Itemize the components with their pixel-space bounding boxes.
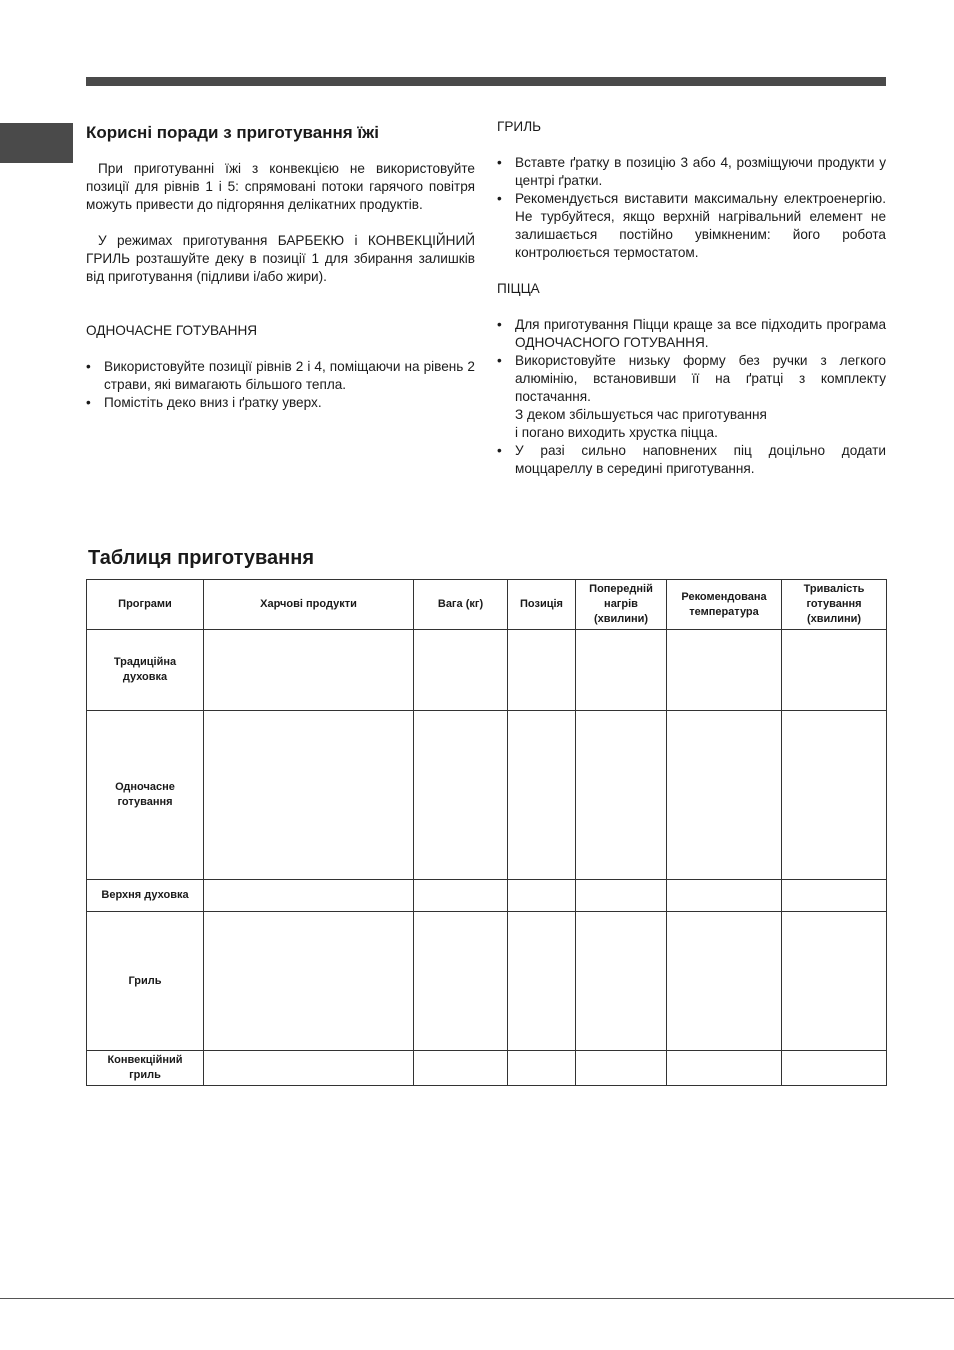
header-cell: Тривалість готування (хвилини) <box>782 580 887 630</box>
list-item: • Помістіть деко вниз і ґратку уверх. <box>86 394 475 412</box>
program-cell: Верхня духовка <box>87 880 204 912</box>
list-item: • У разі сильно наповнених піц доцільно додати моццареллу в середині приготування. <box>497 442 886 478</box>
header-cell: Харчові продукти <box>204 580 414 630</box>
program-cell: Одночасне готування <box>87 711 204 880</box>
table-row <box>87 880 887 912</box>
bullet-list <box>497 316 886 478</box>
list-item: • Вставте ґратку в позицію 3 або 4, розміщуючи продукти у центрі ґратки. <box>497 154 886 190</box>
side-tab <box>0 123 73 163</box>
list-item: • Рекомендується виставити максимальну електроенергію. Не турбуйтеся, якщо верхній нагрівальний елемент не залишається постійно увімкненим: його робота контролюється термостатом. <box>497 190 886 262</box>
header-cell: Попередній нагрів (хвилини) <box>576 580 667 630</box>
list-item-continuation: і погано виходить хрустка піцца. <box>515 425 718 440</box>
table-row <box>87 711 887 880</box>
right-column <box>497 118 886 478</box>
program-cell: Традиційна духовка <box>87 630 204 711</box>
header-cell: Рекомендована температура <box>667 580 782 630</box>
paragraph: У режимах приготування БАРБЕКЮ і КОНВЕКЦІЙНИЙ ГРИЛЬ розташуйте деку в позиції 1 для збирання залишків від приготування (підливи і/або жири). <box>86 233 475 284</box>
subheading-grill: ГРИЛЬ <box>497 119 542 134</box>
header-cell: Програми <box>87 580 204 630</box>
program-cell: Конвекційний гриль <box>87 1051 204 1086</box>
subheading-pizza: ПІЦЦА <box>497 281 540 296</box>
subheading-simultaneous: ОДНОЧАСНЕ ГОТУВАННЯ <box>86 323 258 338</box>
list-item-text: Використовуйте низьку форму без ручки з легкого алюмінію, встановивши її на ґратці з комплекту постачання. <box>515 353 886 404</box>
program-cell: Гриль <box>87 912 204 1051</box>
list-item: • Використовуйте позиції рівнів 2 і 4, поміщаючи на рівень 2 страви, які вимагають більшого тепла. <box>86 358 475 394</box>
paragraph: При приготуванні їжі з конвекцією не використовуйте позиції для рівнів 1 і 5: спрямовані потоки гарячого повітря можуть привести до підгоряння делікатних продуктів. <box>86 161 475 212</box>
header-cell: Позиція <box>508 580 576 630</box>
list-item-continuation: З деком збільшується час приготування <box>515 407 767 422</box>
bullet-list <box>86 358 475 412</box>
header-cell: Вага (кг) <box>414 580 508 630</box>
table-row <box>87 912 887 1051</box>
top-rule <box>86 77 886 86</box>
bottom-rule <box>0 1298 954 1299</box>
left-column <box>86 118 475 412</box>
list-item <box>497 352 886 442</box>
table-row <box>87 630 887 711</box>
cooking-table <box>86 579 887 1086</box>
table-title: Таблиця приготування <box>88 547 314 569</box>
section-heading: Корисні поради з приготування їжі <box>86 123 379 142</box>
table-row <box>87 1051 887 1086</box>
bullet-list <box>497 154 886 262</box>
list-item: • Для приготування Піцци краще за все підходить програма ОДНОЧАСНОГО ГОТУВАННЯ. <box>497 316 886 352</box>
table-header-row <box>87 580 887 630</box>
